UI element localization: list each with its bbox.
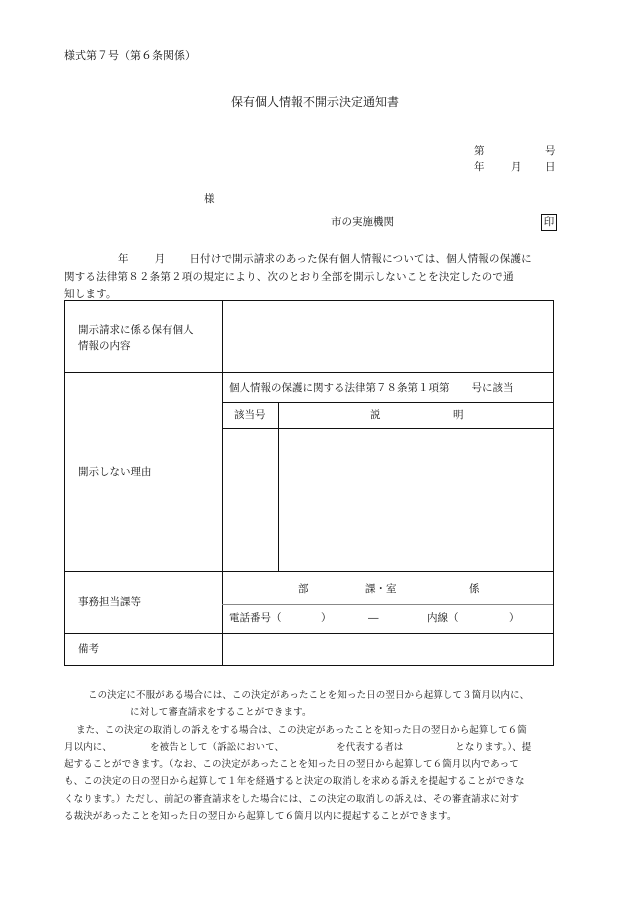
phone-paren-close: ） [321,612,332,624]
notes-section [64,687,554,825]
intro-line-1 [118,254,532,265]
intro-year: 年 [118,253,129,265]
row-requested-info-label [78,322,194,355]
phone-dash: ― [368,612,379,624]
note-2-line-2-a: 月以内に、 [64,741,112,753]
addressee-suffix: 様 [204,193,215,205]
dept-ka: 課・室 [365,583,397,595]
intro-line-1-text: 日付けで開示請求のあった保有個人情報については、個人情報の保護に [189,253,532,265]
doc-number-dai: 第 [474,145,485,157]
reason-statute-b: 号に該当 [471,382,514,394]
reason-divider-2 [222,428,553,429]
reason-statute [229,380,514,396]
issuer-agency: 市の実施機関 [331,216,394,228]
extension-label: 内線（ [427,612,459,624]
date-year: 年 [474,161,485,173]
reason-statute-a: 個人情報の保護に関する法律第７８条第１項第 [229,382,450,394]
row-requested-info-label-line2: 情報の内容 [78,340,131,353]
row-dept-label: 事務担当課等 [78,596,141,608]
date-day: 日 [545,161,556,173]
dept-bu: 部 [298,583,309,595]
col-header-gaitou: 該当号 [234,409,266,421]
note-2-line-1: また、この決定の取消しの訴えをする場合は、この決定があったことを知った日の翌日から起算して６箇 [76,724,527,736]
dept-divider [222,604,553,605]
row-divider-1 [65,372,553,373]
row-requested-info-label-line1: 開示請求に係る保有個人 [78,324,194,336]
dept-kakari: 係 [469,583,480,595]
note-2-line-2-b: を被告として（訴訟において、 [149,741,285,753]
row-divider-3 [65,633,553,634]
form-table [64,300,554,666]
reason-divider-1 [222,402,553,403]
label-column-divider [222,301,223,665]
note-2-line-2-c: を代表する者は [336,741,404,753]
document-title: 保有個人情報不開示決定通知書 [230,95,399,109]
intro-line-3: 知します。 [64,288,117,300]
col-header-setsu: 説 [370,409,381,421]
row-reason-label: 開示しない理由 [78,466,152,478]
note-1-line-1: この決定に不服がある場合には、この決定があったことを知った日の翌日から起算して３箇月以内に、 [88,690,530,701]
note-1-line-2: に対して審査請求をすることができます。 [130,707,312,719]
note-2-line-5: くなります。）ただし、前記の審査請求をした場合には、この決定の取消しの訴えは、その審査請求に対す [64,793,520,805]
note-2-line-2-d: となります。）、提 [455,741,532,753]
col-header-mei: 明 [453,409,464,421]
seal-stamp: 印 [541,214,557,231]
intro-line-2: 関する法律第８２条第２項の規定により、次のとおり全部を開示しないことを決定したので通 [64,271,514,283]
form-number: 様式第７号（第６条関係） [64,49,196,62]
note-2-line-6: る裁決があったことを知った日の翌日から起算して６箇月以内に提起することができます。 [64,811,457,823]
reason-column-divider [278,402,279,571]
note-2-line-3: 起することができます。（なお、この決定があったことを知った日の翌日から起算して６箇月以内であって [64,759,519,771]
extension-paren-close: ） [509,612,520,624]
phone-label: 電話番号（ [229,612,282,624]
note-2-line-4: も、この決定の日の翌日から起算して１年を経過すると決定の取消しを求める訴えを提起することができな [64,776,525,788]
row-divider-2 [65,571,553,572]
doc-number-gou: 号 [545,145,556,157]
row-remarks-label: 備考 [78,643,99,655]
note-2-line-2 [64,739,554,756]
intro-month: 月 [154,253,166,265]
date-month: 月 [511,161,522,173]
